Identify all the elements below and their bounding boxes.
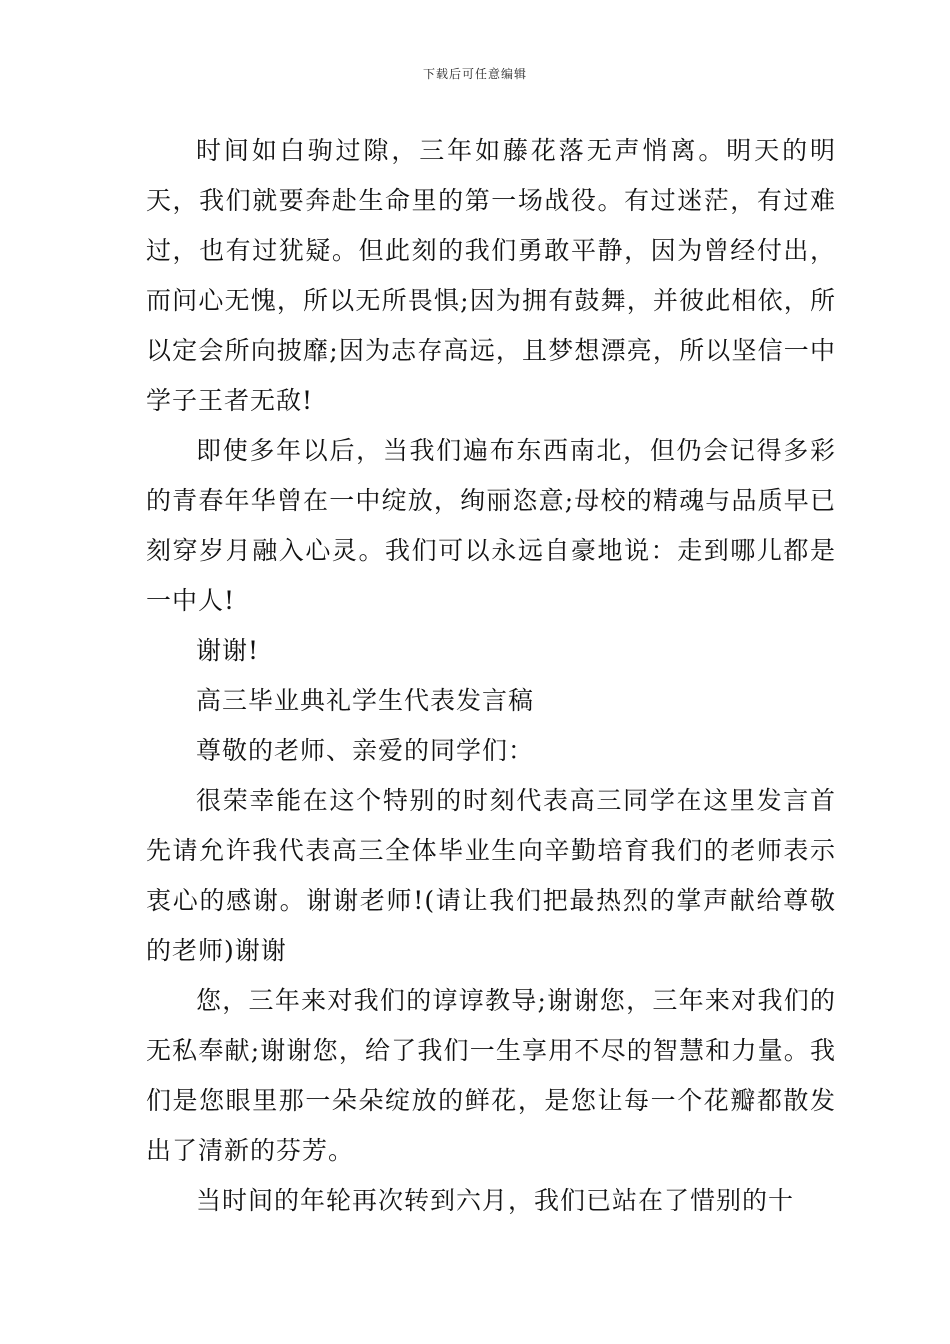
paragraph-1: 时间如白驹过隙，三年如藤花落无声悄离。明天的明天，我们就要奔赴生命里的第一场战役。有过迷茫，有过难过，也有过犹疑。但此刻的我们勇敢平静，因为曾经付出，而问心无愧，所以无所畏惧;因为拥有鼓舞，并彼此相依，所以定会所向披靡;因为志存高远，且梦想漂亮，所以坚信一中学子王者无敌! (146, 136, 836, 415)
page-header-note: 下载后可任意编辑 (422, 67, 527, 81)
paragraph-4: 您，三年来对我们的谆谆教导;谢谢您，三年来对我们的无私奉献;谢谢您，给了我们一生享用不尽的智慧和力量。我们是您眼里那一朵朵绽放的鲜花，是您让每一个花瓣都散发出了清新的芬芳。 (146, 986, 836, 1165)
speech-title: 高三毕业典礼学生代表发言稿 (196, 686, 535, 715)
salutation: 尊敬的老师、亲爱的同学们： (196, 736, 535, 765)
paragraph-5: 当时间的年轮再次转到六月，我们已站在了惜别的十 (196, 1186, 795, 1215)
paragraph-2: 即使多年以后，当我们遍布东西南北，但仍会记得多彩的青春年华曾在一中绽放，绚丽恣意;母校的精魂与品质早已刻穿岁月融入心灵。我们可以永远自豪地说：走到哪儿都是一中人! (146, 436, 836, 615)
paragraph-thanks: 谢谢! (196, 636, 260, 665)
paragraph-3: 很荣幸能在这个特别的时刻代表高三同学在这里发言首先请允许我代表高三全体毕业生向辛勤培育我们的老师表示衷心的感谢。谢谢老师!(请让我们把最热烈的掌声献给尊敬的老师)谢谢 (146, 786, 836, 965)
document-body (146, 126, 836, 1226)
